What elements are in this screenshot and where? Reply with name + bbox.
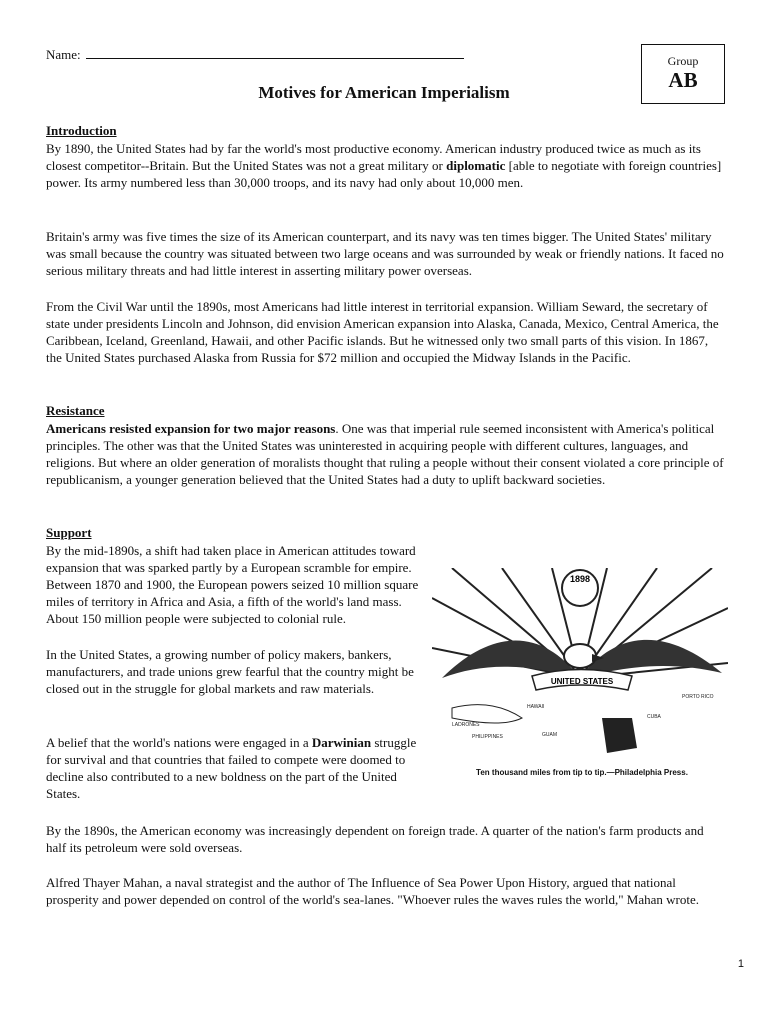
label-porto-rico: PORTO RICO <box>682 694 714 700</box>
pacific-islands-shape <box>452 705 522 723</box>
heading-resistance: Resistance <box>46 403 105 418</box>
support-paragraph-5: Alfred Thayer Mahan, a naval strategist and the author of The Influence of Sea Power Upon History, argued that national prosperity and power depended on control of the world's sea-lanes. "Whoever rules the waves rules the world," Mahan wrote. <box>46 875 700 907</box>
group-value: AB <box>668 68 698 92</box>
label-cuba: CUBA <box>647 714 661 720</box>
heading-support: Support <box>46 525 92 540</box>
page-number: 1 <box>737 958 744 970</box>
cartoon-caption: Ten thousand miles from tip to tip.—Philadelphia Press. <box>476 768 688 777</box>
support-paragraph-2: In the United States, a growing number of policy makers, bankers, manufacturers, and trade unions grew fearful that the country might be closed out in the struggle for global markets and raw materials. <box>46 647 414 696</box>
label-ladrones: LADRONES <box>452 722 480 728</box>
support-paragraph-1: By the mid-1890s, a shift had taken place in American attitudes toward expansion that was sparked partly by a European scramble for empire. Between 1870 and 1900, the European powers seized 10 million square miles of territory in Africa and Asia, a fifth of the world's land mass. About 150 million people were subjected to colonial rule. <box>46 543 419 626</box>
group-label: Group <box>667 54 699 68</box>
resistance-paragraph: Americans resisted expansion for two major reasons. One was that imperial rule seemed inconsistent with America's political principles. The other was that the United States was uninterested in acquiring people with different cultures, languages, and religions. But where an older generation of moralists thought that ruling a people without their consent violated a core principle of republicanism, a younger generation believed that the United States had a duty to uplift backward societies. <box>46 421 724 487</box>
support-paragraph-4: By the 1890s, the American economy was increasingly dependent on foreign trade. A quarter of the nation's farm products and half its petroleum were sold overseas. <box>46 823 704 855</box>
page-title: Motives for American Imperialism <box>258 83 510 102</box>
eagle-head <box>564 644 596 668</box>
banner-text: UNITED STATES <box>550 677 614 686</box>
eagle-cartoon-image <box>432 568 728 762</box>
label-philippines: PHILIPPINES <box>472 734 503 740</box>
cuba-shape <box>602 718 637 753</box>
intro-paragraph-2: Britain's army was five times the size of its American counterpart, and its navy was ten times bigger. The United States' military was small because the country was situated between two large oceans and was surrounded by weak or friendly nations. It faced no serious military threats and had little interest in asserting military power overseas. <box>46 229 724 278</box>
heading-introduction: Introduction <box>46 123 117 138</box>
name-label: Name: <box>46 47 81 62</box>
support-paragraph-3: A belief that the world's nations were engaged in a Darwinian struggle for survival and that countries that failed to compete were doomed to decline also contributed to a new boldness on the part of the United States. <box>46 735 417 801</box>
label-guam: GUAM <box>542 732 557 738</box>
intro-paragraph-3: From the Civil War until the 1890s, most Americans had little interest in territorial expansion. William Seward, the secretary of state under presidents Lincoln and Johnson, did envision American expansion into Alaska, Canada, Mexico, Central America, the Caribbean, Iceland, Greenland, Hawaii, and other Pacific islands. But he witnessed only two small parts of this vision. In 1867, the United States purchased Alaska from Russia for $72 million and occupied the Midway Islands in the Pacific. <box>46 299 719 365</box>
intro-paragraph-1: By 1890, the United States had by far the world's most productive economy. American industry produced twice as much as its closest competitor--Britain. But the United States was not a great military or diplomatic [able to negotiate with foreign countries] power. Its army numbered less than 30,000 troops, and its navy had only about 10,000 men. <box>46 141 722 190</box>
name-blank-line <box>86 46 464 59</box>
name-field <box>46 46 464 63</box>
label-hawaii: HAWAII <box>527 704 545 710</box>
cartoon-year: 1898 <box>569 574 591 584</box>
